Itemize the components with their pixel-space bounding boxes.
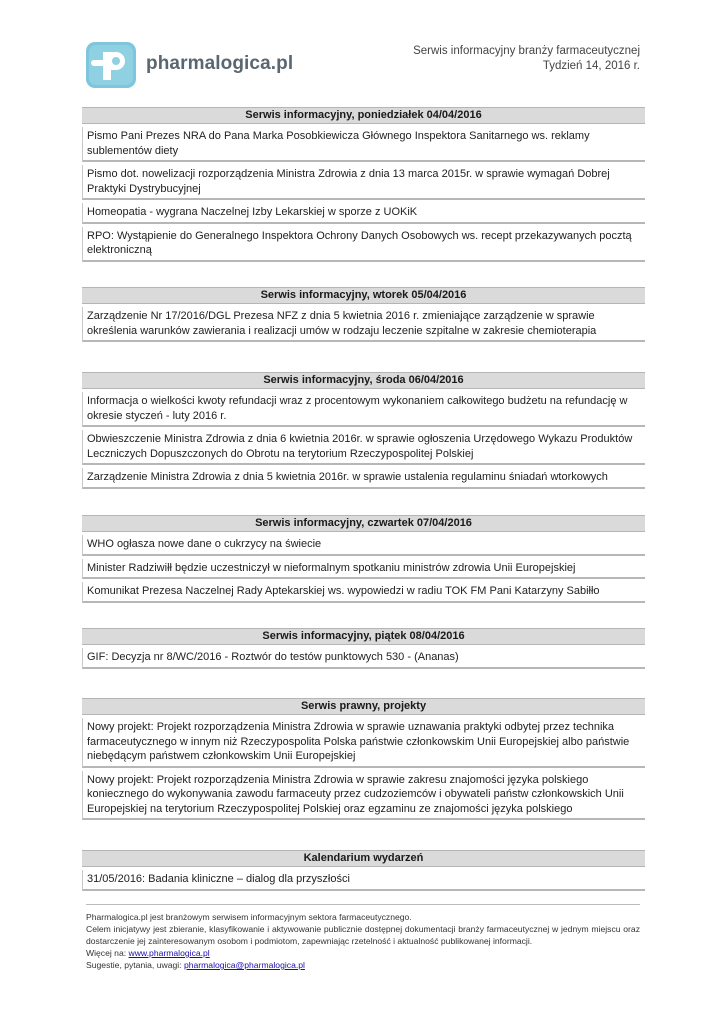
footer-description: Celem inicjatywy jest zbieranie, klasyfikowanie i aktywowanie publicznie dostępnej dokumentacji branży farmaceutycznej w jednym miejscu oraz dostarczenie jej zainteresowanym osobom i podmiotom, zapewniając rzetelność i aktualność publikowanej informacji.	[86, 924, 640, 946]
news-item[interactable]: Nowy projekt: Projekt rozporządzenia Ministra Zdrowia w sprawie zakresu znajomości języka polskiego koniecznego do wykonywania zawodu farmaceuty przez cudzoziemców i obywateli państw członkowskich Unii Europejskiej na terytorium Rzeczypospolitej Polskiej oraz egzaminu ze znajomości języka polskiego	[82, 771, 645, 821]
section-calendar	[82, 850, 645, 891]
footer-more	[86, 947, 640, 959]
news-item[interactable]: Homeopatia - wygrana Naczelnej Izby Lekarskiej w sporze z UOKiK	[82, 203, 645, 224]
section-title: Serwis informacyjny, czwartek 07/04/2016	[82, 515, 645, 532]
footer-contact-label: Sugestie, pytania, uwagi:	[86, 960, 184, 970]
news-item[interactable]: Obwieszczenie Ministra Zdrowia z dnia 6 kwietnia 2016r. w sprawie ogłoszenia Urzędowego Wykazu Produktów Leczniczych Dopuszczonych do Obrotu na terytorium Rzeczypospolitej Polskiej	[82, 430, 645, 465]
footer-more-label: Więcej na:	[86, 948, 129, 958]
footer-contact	[86, 959, 640, 971]
header-subtitle: Serwis informacyjny branży farmaceutycznej	[413, 45, 640, 57]
section-friday	[82, 628, 645, 669]
header-week: Tydzień 14, 2016 r.	[542, 60, 640, 72]
news-item[interactable]: Informacja o wielkości kwoty refundacji wraz z procentowym wykonaniem całkowitego budżetu na refundację w okresie styczeń - luty 2016 r.	[82, 392, 645, 427]
news-item[interactable]: Minister Radziwiłł będzie uczestniczył w nieformalnym spotkaniu ministrów zdrowia Unii Europejskiej	[82, 559, 645, 580]
header-info	[413, 44, 640, 74]
news-item[interactable]: Zarządzenie Nr 17/2016/DGL Prezesa NFZ z dnia 5 kwietnia 2016 r. zmieniające zarządzenie w sprawie określenia warunków zawierania i realizacji umów w rodzaju leczenie szpitalne w zakresie chemioterapia	[82, 307, 645, 342]
section-title: Serwis informacyjny, poniedziałek 04/04/2016	[82, 107, 645, 124]
logo-text: pharmalogica.pl	[146, 53, 294, 74]
news-item[interactable]: RPO: Wystąpienie do Generalnego Inspektora Ochrony Danych Osobowych ws. recept przekazywanych pocztą elektroniczną	[82, 227, 645, 262]
page-footer	[86, 904, 640, 971]
section-legal-projects	[82, 698, 645, 820]
page-header	[86, 40, 640, 90]
news-item[interactable]: WHO ogłasza nowe dane o cukrzycy na świecie	[82, 535, 645, 556]
section-title: Serwis informacyjny, wtorek 05/04/2016	[82, 287, 645, 304]
pharmalogica-logo-icon	[86, 42, 136, 88]
news-item[interactable]: GIF: Decyzja nr 8/WC/2016 - Roztwór do testów punktowych 530 - (Ananas)	[82, 648, 645, 669]
section-tuesday	[82, 287, 645, 342]
section-title: Serwis informacyjny, środa 06/04/2016	[82, 372, 645, 389]
website-link[interactable]: www.pharmalogica.pl	[128, 948, 210, 958]
news-item[interactable]: Komunikat Prezesa Naczelnej Rady Aptekarskiej ws. wypowiedzi w radiu TOK FM Pani Katarzyny Sabiłło	[82, 582, 645, 603]
section-thursday	[82, 515, 645, 603]
section-title: Serwis prawny, projekty	[82, 698, 645, 715]
news-item[interactable]: Zarządzenie Ministra Zdrowia z dnia 5 kwietnia 2016r. w sprawie ustalenia regulaminu śniadań wtorkowych	[82, 468, 645, 489]
section-title: Serwis informacyjny, piątek 08/04/2016	[82, 628, 645, 645]
news-item[interactable]: Pismo dot. nowelizacji rozporządzenia Ministra Zdrowia z dnia 13 marca 2015r. w sprawie wymagań Dobrej Praktyki Dystrybucyjnej	[82, 165, 645, 200]
section-monday	[82, 107, 645, 262]
event-item[interactable]: 31/05/2016: Badania kliniczne – dialog dla przyszłości	[82, 870, 645, 891]
email-link[interactable]: pharmalogica@pharmalogica.pl	[183, 960, 305, 970]
footer-intro: Pharmalogica.pl jest branżowym serwisem informacyjnym sektora farmaceutycznego.	[86, 912, 412, 922]
section-title: Kalendarium wydarzeń	[82, 850, 645, 867]
section-wednesday	[82, 372, 645, 489]
news-item[interactable]: Nowy projekt: Projekt rozporządzenia Ministra Zdrowia w sprawie uznawania praktyki odbytej przez technika farmaceutycznego w innym niż Rzeczypospolita Polska państwie członkowskim Unii Europejskiej albo państwie niebędącym państwem członkowskim Unii Europejskiej	[82, 718, 645, 768]
news-item[interactable]: Pismo Pani Prezes NRA do Pana Marka Posobkiewicza Głównego Inspektora Sanitarnego ws. reklamy sublementów diety	[82, 127, 645, 162]
